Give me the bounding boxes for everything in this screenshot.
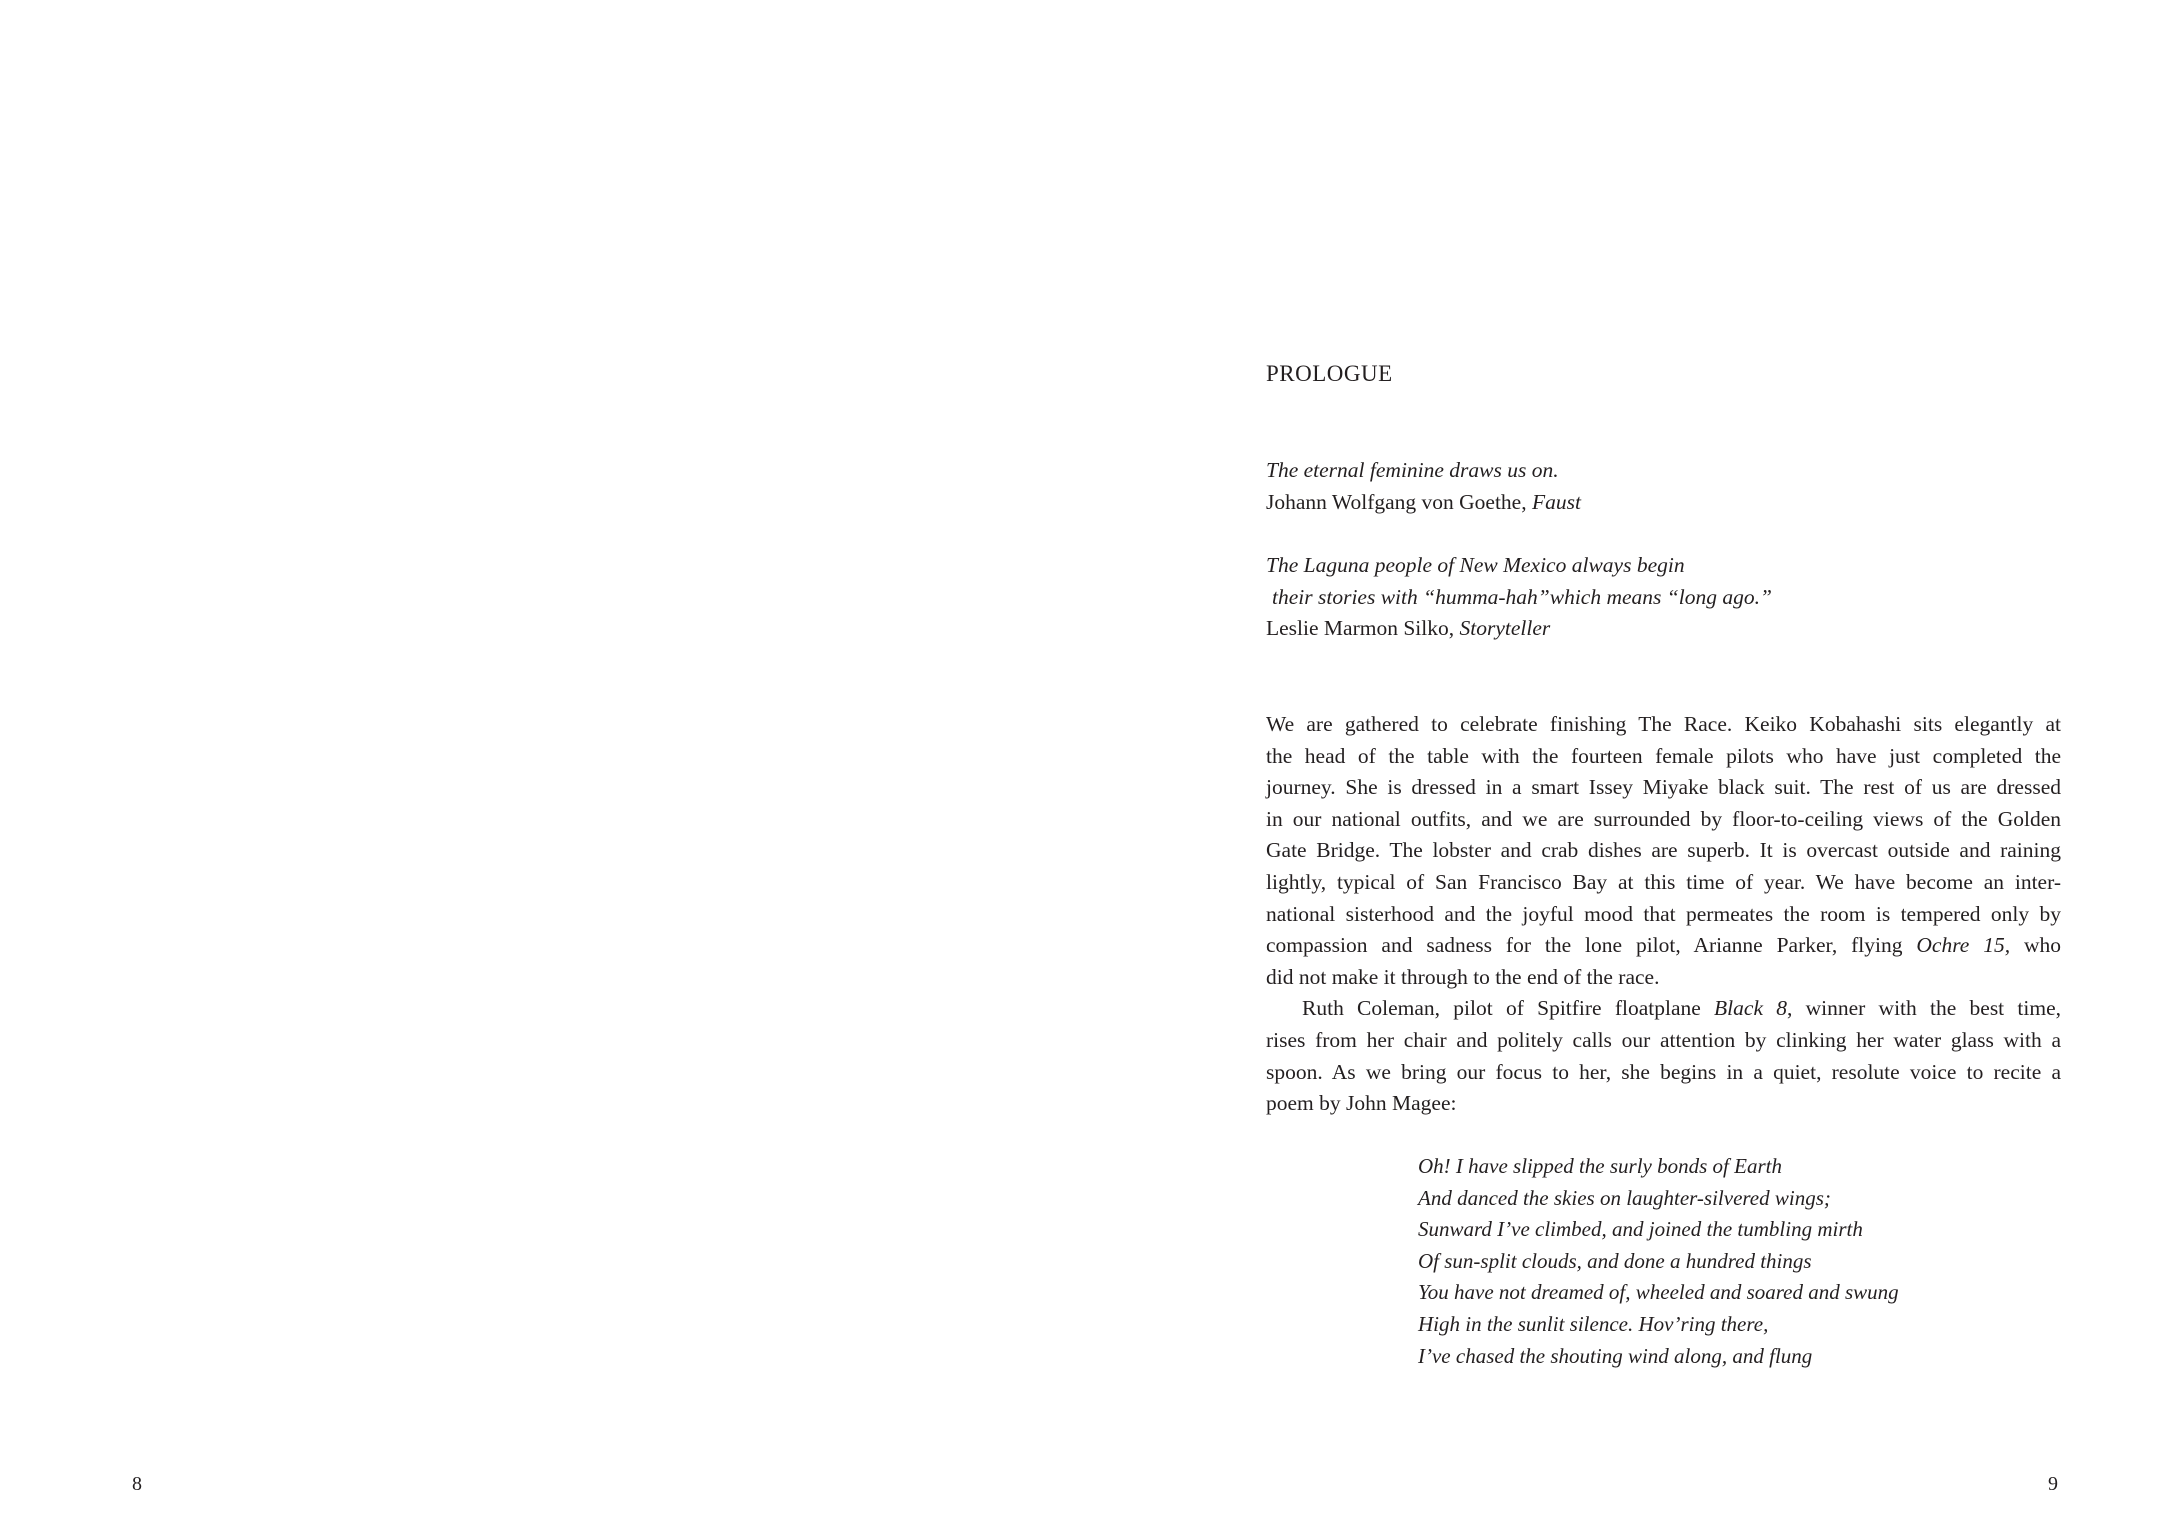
poem-line: Of sun-split clouds, and done a hundred things (1418, 1248, 1812, 1273)
body-line: poem by John Magee: (1266, 1091, 1457, 1116)
poem-high-flight (1418, 1151, 1899, 1372)
poem-line: Sunward I’ve climbed, and joined the tumbling mirth (1418, 1217, 1863, 1242)
body-text: , winner with the best time, (1786, 996, 2061, 1021)
body-line: spoon. As we bring our focus to her, she begins in a quiet, resolute voice to recite a (1266, 1059, 2061, 1084)
body-line: national sisterhood and the joyful mood that permeates the room is tempered only by (1266, 901, 2061, 926)
prologue-body (1266, 709, 2061, 1120)
page-number-left: 8 (132, 1473, 142, 1495)
epigraph-work: Storyteller (1459, 616, 1551, 641)
epigraph-attribution (1266, 487, 2061, 519)
body-line (1266, 930, 2061, 962)
body-line: in our national outfits, and we are surrounded by floor-to-ceiling views of the Golden (1266, 806, 2061, 831)
epigraph-attribution (1266, 613, 2061, 645)
chapter-title: PROLOGUE (1266, 361, 1393, 386)
body-line: did not make it through to the end of the race. (1266, 964, 1660, 989)
body-text: who (2010, 933, 2061, 958)
body-line: the head of the table with the fourteen female pilots who have just completed the (1266, 743, 2061, 768)
epigraph-goethe (1266, 455, 2061, 518)
page-number-right: 9 (2048, 1473, 2058, 1495)
body-line: rises from her chair and politely calls our attention by clinking her water glass with a (1266, 1027, 2061, 1052)
body-line: lightly, typical of San Francisco Bay at this time of year. We have become an inter- (1266, 869, 2061, 894)
aircraft-name: Ochre 15, (1916, 933, 2011, 958)
body-line: journey. She is dressed in a smart Issey Miyake black suit. The rest of us are dressed (1266, 775, 2061, 800)
poem-line: You have not dreamed of, wheeled and soared and swung (1418, 1280, 1899, 1305)
body-text: Ruth Coleman, pilot of Spitfire floatplane (1302, 996, 1715, 1021)
left-page (0, 0, 1087, 1538)
epigraph-work: Faust (1531, 489, 1581, 514)
body-line: Gate Bridge. The lobster and crab dishes are superb. It is overcast outside and raining (1266, 838, 2061, 863)
body-line: We are gathered to celebrate finishing The Race. Keiko Kobahashi sits elegantly at (1266, 712, 2061, 736)
epigraph-author: Johann Wolfgang von Goethe, (1266, 489, 1532, 514)
epigraph-author: Leslie Marmon Silko, (1266, 616, 1460, 641)
epigraph-quote-line: The eternal feminine draws us on. (1266, 458, 1559, 482)
poem-line: Oh! I have slipped the surly bonds of Earth (1418, 1154, 1782, 1178)
poem-line: High in the sunlit silence. Hov’ring there, (1418, 1311, 1769, 1336)
body-text: compassion and sadness for the lone pilot, Arianne Parker, flying (1266, 933, 1917, 958)
aircraft-name: Black 8 (1714, 996, 1787, 1021)
epigraph-silko (1266, 550, 2061, 645)
poem-line: I’ve chased the shouting wind along, and flung (1418, 1343, 1813, 1368)
body-line (1266, 993, 2061, 1025)
poem-line: And danced the skies on laughter-silvered wings; (1418, 1185, 1831, 1210)
epigraph-quote-line: The Laguna people of New Mexico always begin (1266, 553, 1685, 577)
epigraph-quote-line: their stories with “humma-hah”which means “long ago.” (1272, 584, 1772, 609)
